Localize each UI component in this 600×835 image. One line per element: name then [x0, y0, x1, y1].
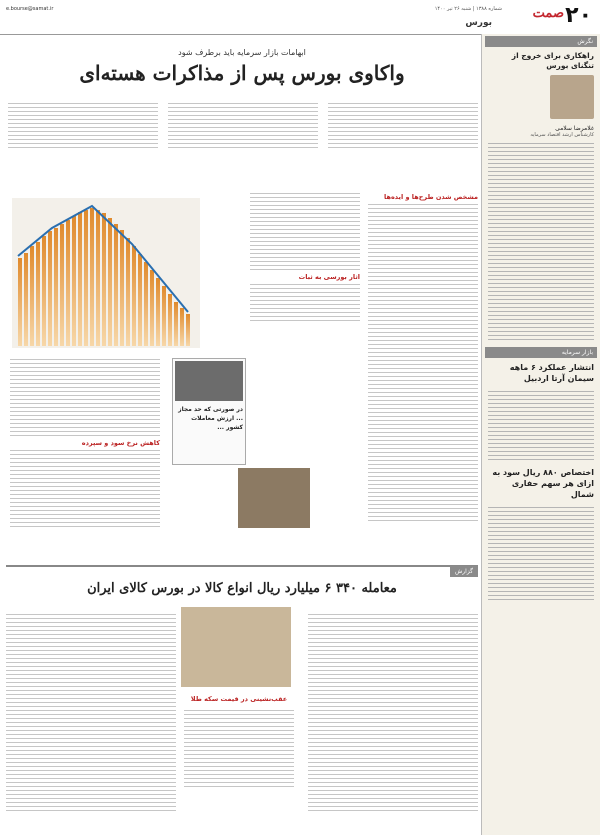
article-text-col-6 — [10, 356, 160, 530]
article-text-col-2 — [168, 100, 318, 151]
main-article — [6, 38, 478, 558]
sidebar-label-opinion: نگرش — [485, 36, 597, 47]
newspaper-logo: صمت — [532, 6, 564, 21]
bottom-headline: معامله ۳۴۰ ۶ میلیارد ریال انواع کالا در بورس کالای ایران — [87, 581, 397, 596]
page-number: ۲۰ — [565, 3, 592, 28]
issue-line: شماره ۱۳۸۸ | شنبه ۲۶ تیر ۱۴۰۰ — [434, 6, 502, 12]
article-text-col-1 — [328, 100, 478, 151]
page-header — [0, 0, 600, 35]
article-headline: واکاوی بورس پس از مذاکرات هسته‌ای — [79, 61, 405, 85]
subheading-3: کاهش نرخ سود و سپرده — [81, 439, 160, 447]
author-photo — [550, 75, 594, 119]
author-name: غلامرضا سلامی — [555, 125, 594, 132]
author-role: کارشناس ارشد اقتصاد سرمایه — [530, 132, 594, 138]
sidebar-text-1 — [482, 138, 600, 345]
bottom-text-col-3 — [184, 707, 294, 790]
interview-photo — [238, 468, 310, 528]
article-text-col-5 — [250, 190, 360, 324]
sidebar-label-market: بازار سرمایه — [485, 347, 597, 358]
article-kicker: ابهامات بازار سرمایه باید برطرف شود — [178, 48, 306, 57]
bottom-article — [6, 565, 478, 835]
subheading-2: اثار بورسی به ثبات — [298, 273, 360, 281]
sidebar-title-3: اختصاص ۸۸۰ ریال سود به ازای هر سهم حفاری شمال — [492, 468, 594, 499]
bottom-label: گزارش — [450, 566, 478, 577]
email-address: e.bourse@samat.ir — [6, 6, 54, 12]
subheading-1: مشخص شدن طرح‌ها و ایده‌ها — [384, 193, 478, 201]
sidebar-title-2: انتشار عملکرد ۶ ماهه سیمان آرتا اردبیل — [509, 363, 594, 383]
stock-chart-graphic — [12, 198, 200, 348]
sidebar-text-2 — [482, 386, 600, 465]
sidebar-title-1: راهکاری برای خروج از تنگنای بورس — [511, 51, 594, 70]
bottom-text-col-2 — [6, 611, 176, 814]
sidebar — [481, 34, 600, 835]
sidebar-text-3 — [482, 502, 600, 605]
pull-quote: در صورتی که حد مجاز ... ارزش معاملات کشور ... — [178, 406, 243, 431]
pull-quote-box — [172, 358, 246, 465]
bottom-subheading: عقب‌نشینی در قیمت سکه طلا — [190, 695, 288, 703]
quote-author-photo — [175, 361, 243, 401]
bottom-text-col-1 — [308, 611, 478, 814]
article-text-col-4 — [368, 190, 478, 524]
section-title: بورس — [465, 18, 492, 28]
trading-floor-photo — [181, 607, 291, 687]
article-text-col-3 — [8, 100, 158, 151]
